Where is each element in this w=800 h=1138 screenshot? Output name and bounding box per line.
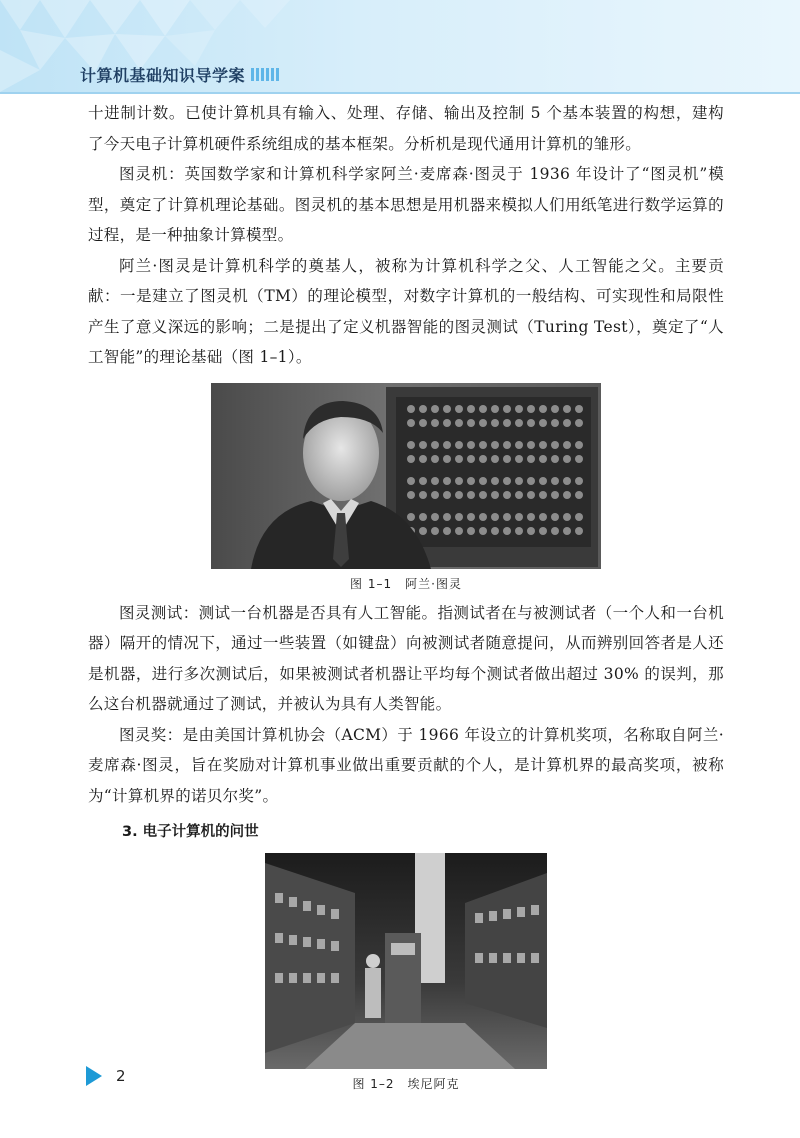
paragraph-turing-machine: 图灵机：英国数学家和计算机科学家阿兰·麦席森·图灵于 1936 年设计了“图灵机”模型，奠定了计算机理论基础。图灵机的基本思想是用机器来模拟人们用纸笔进行数学运算的过程，是一种抽象计算模型。 (88, 165, 724, 244)
book-title-text: 计算机基础知识导学案 (80, 65, 246, 85)
eniac-photo (265, 853, 547, 1069)
page-footer (86, 1066, 126, 1086)
paragraph-turing-award: 图灵奖：是由美国计算机协会（ACM）于 1966 年设立的计算机奖项，名称取自阿兰·麦席森·图灵，旨在奖励对计算机事业做出重要贡献的个人，是计算机界的最高奖项，被称为“计算机界的诺贝尔奖”。 (88, 725, 724, 805)
figure-eniac (88, 853, 724, 1092)
book-title (80, 62, 279, 86)
header-rule (0, 92, 800, 94)
figure-alan-turing (88, 383, 724, 592)
alan-turing-photo (211, 383, 601, 569)
page-number: 2 (116, 1067, 126, 1085)
title-bars-icon (251, 68, 279, 81)
page-content (88, 98, 724, 1092)
figure1-caption: 图 1–1 阿兰·图灵 (350, 576, 462, 591)
paragraph-turing-test: 图灵测试：测试一台机器是否具有人工智能。指测试者在与被测试者（一个人和一台机器）隔开的情况下，通过一些装置（如键盘）向被测试者随意提问，从而辨别回答者是人还是机器，进行多次测试后，如果被测试者机器让平均每个测试者做出超过 30% 的误判，那么这台机器就通过了测试，并被认为具有人类智能。 (88, 603, 724, 713)
paragraph-continuation: 十进制计数。已使计算机具有输入、处理、存储、输出及控制 5 个基本装置的构想，建构了今天电子计算机硬件系统组成的基本框架。分析机是现代通用计算机的雏形。 (88, 104, 724, 153)
page-arrow-icon (86, 1066, 102, 1086)
figure2-caption: 图 1–2 埃尼阿克 (352, 1077, 460, 1091)
paragraph-alan-turing: 阿兰·图灵是计算机科学的奠基人，被称为计算机科学之父、人工智能之父。主要贡献：一是建立了图灵机（TM）的理论模型，对数字计算机的一般结构、可实现性和局限性产生了意义深远的影响；二是提出了定义机器智能的图灵测试（Turing Test），奠定了“人工智能”的理论基础（图 1–1）。 (88, 256, 724, 366)
section-heading: 3. 电子计算机的问世 (122, 824, 259, 840)
page-header (0, 0, 800, 92)
